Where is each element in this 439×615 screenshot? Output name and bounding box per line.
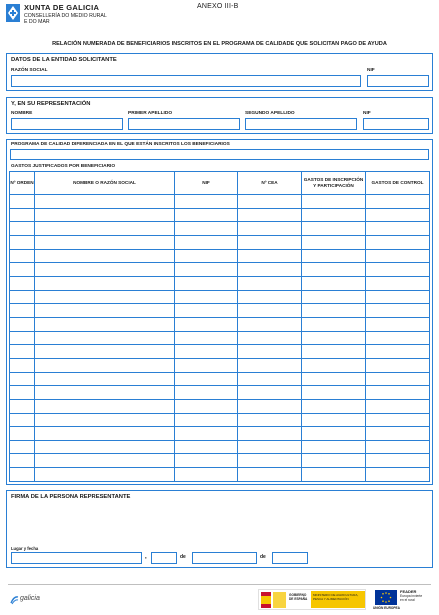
cell-registration-costs[interactable] <box>302 386 366 400</box>
cell-cea[interactable] <box>238 468 302 482</box>
cell-registration-costs[interactable] <box>302 372 366 386</box>
cell-cea[interactable] <box>238 413 302 427</box>
column-header-control-costs: GASTOS DE CONTROL <box>366 172 430 195</box>
feader-name: FEADER <box>400 589 417 594</box>
cell-nif[interactable] <box>175 235 238 249</box>
table-row <box>10 195 430 209</box>
cell-registration-costs[interactable] <box>302 399 366 413</box>
table-row <box>10 208 430 222</box>
program-label: PROGRAMA DE CALIDAD DIFERENCIADA EN EL QUE ESTÁN INSCRITOS LOS BENEFICIARIOS <box>11 142 230 147</box>
cell-order[interactable] <box>10 317 35 331</box>
ministry-line-2: MINISTERIO DE AGRICULTURA, PESCA Y ALIMENTACIÓN <box>313 593 359 601</box>
org-name: XUNTA DE GALICIA <box>24 3 100 12</box>
cell-control-costs[interactable] <box>366 345 430 359</box>
cell-cea[interactable] <box>238 263 302 277</box>
cell-registration-costs[interactable] <box>302 235 366 249</box>
department-line-2: E DO MAR <box>24 19 50 25</box>
beneficiaries-table <box>9 171 430 482</box>
cell-name[interactable] <box>35 399 175 413</box>
column-header-registration-costs: GASTOS DE INSCRIPCIÓN Y PARTICIPACIÓN <box>302 172 366 195</box>
cell-registration-costs[interactable] <box>302 331 366 345</box>
cell-cea[interactable] <box>238 331 302 345</box>
cell-name[interactable] <box>35 222 175 236</box>
business-name-field[interactable] <box>11 75 361 87</box>
cell-cea[interactable] <box>238 276 302 290</box>
table-row <box>10 249 430 263</box>
cell-order[interactable] <box>10 372 35 386</box>
cell-nif[interactable] <box>175 427 238 441</box>
ministry-line-1: GOBIERNO DE ESPAÑA <box>289 593 308 602</box>
galicia-logo-text: galicia <box>20 595 40 602</box>
cell-cea[interactable] <box>238 358 302 372</box>
cell-name[interactable] <box>35 290 175 304</box>
cell-name[interactable] <box>35 263 175 277</box>
date-separator-comma: , <box>145 554 147 560</box>
cell-registration-costs[interactable] <box>302 413 366 427</box>
cell-cea[interactable] <box>238 195 302 209</box>
table-row <box>10 399 430 413</box>
cell-nif[interactable] <box>175 276 238 290</box>
table-row <box>10 468 430 482</box>
cell-order[interactable] <box>10 427 35 441</box>
table-header-row <box>10 172 430 195</box>
table-row <box>10 276 430 290</box>
signature-section <box>6 490 433 568</box>
cell-order[interactable] <box>10 290 35 304</box>
cell-order[interactable] <box>10 413 35 427</box>
cell-control-costs[interactable] <box>366 440 430 454</box>
representative-nif-field[interactable] <box>363 118 429 130</box>
cell-nif[interactable] <box>175 454 238 468</box>
spain-coat-of-arms-icon <box>273 592 286 608</box>
cell-control-costs[interactable] <box>366 276 430 290</box>
feader-line-2: en el rural <box>400 598 415 602</box>
cell-nif[interactable] <box>175 440 238 454</box>
cell-control-costs[interactable] <box>366 290 430 304</box>
cell-registration-costs[interactable] <box>302 317 366 331</box>
second-surname-field[interactable] <box>245 118 357 130</box>
cell-control-costs[interactable] <box>366 399 430 413</box>
cell-registration-costs[interactable] <box>302 468 366 482</box>
cell-order[interactable] <box>10 235 35 249</box>
cell-control-costs[interactable] <box>366 427 430 441</box>
table-row <box>10 331 430 345</box>
cell-nif[interactable] <box>175 317 238 331</box>
galicia-footer-logo <box>10 594 55 606</box>
cell-registration-costs[interactable] <box>302 345 366 359</box>
eu-flag-icon <box>375 590 397 605</box>
entity-section <box>6 53 433 91</box>
cell-order[interactable] <box>10 276 35 290</box>
spain-ministry-logo <box>258 589 366 610</box>
cell-cea[interactable] <box>238 399 302 413</box>
cell-registration-costs[interactable] <box>302 263 366 277</box>
xunta-logo-icon <box>6 4 20 22</box>
cell-order[interactable] <box>10 331 35 345</box>
cell-control-costs[interactable] <box>366 235 430 249</box>
cell-control-costs[interactable] <box>366 358 430 372</box>
cell-name[interactable] <box>35 195 175 209</box>
feader-line-1: Europa invierte <box>400 594 423 598</box>
cell-control-costs[interactable] <box>366 195 430 209</box>
entity-nif-field[interactable] <box>367 75 429 87</box>
cell-registration-costs[interactable] <box>302 249 366 263</box>
cell-name[interactable] <box>35 372 175 386</box>
cell-name[interactable] <box>35 208 175 222</box>
cell-nif[interactable] <box>175 468 238 482</box>
place-date-label: Lugar y fecha <box>11 546 39 551</box>
cell-order[interactable] <box>10 345 35 359</box>
entity-nif-label: NIF <box>367 68 375 73</box>
cell-order[interactable] <box>10 358 35 372</box>
cell-name[interactable] <box>35 331 175 345</box>
eu-feader-logo <box>373 589 431 611</box>
cell-cea[interactable] <box>238 208 302 222</box>
cell-nif[interactable] <box>175 372 238 386</box>
cell-name[interactable] <box>35 235 175 249</box>
cell-nif[interactable] <box>175 195 238 209</box>
cell-order[interactable] <box>10 468 35 482</box>
cell-name[interactable] <box>35 413 175 427</box>
cell-nif[interactable] <box>175 358 238 372</box>
cell-cea[interactable] <box>238 427 302 441</box>
cell-registration-costs[interactable] <box>302 276 366 290</box>
cell-nif[interactable] <box>175 399 238 413</box>
annex-label: ANEXO III-B <box>197 3 239 10</box>
cell-nif[interactable] <box>175 222 238 236</box>
cell-cea[interactable] <box>238 249 302 263</box>
year-field[interactable] <box>272 552 308 564</box>
table-row <box>10 263 430 277</box>
cell-control-costs[interactable] <box>366 317 430 331</box>
cell-nif[interactable] <box>175 263 238 277</box>
cell-order[interactable] <box>10 263 35 277</box>
column-header-order: Nº ORDEN <box>10 172 35 195</box>
cell-control-costs[interactable] <box>366 263 430 277</box>
first-name-field[interactable] <box>11 118 123 130</box>
entity-section-title: DATOS DE LA ENTIDAD SOLICITANTE <box>11 57 117 63</box>
cell-name[interactable] <box>35 249 175 263</box>
department-line-1: CONSELLERÍA DO MEDIO RURAL <box>24 13 107 19</box>
column-header-cea: Nº CEA <box>238 172 302 195</box>
document-title: RELACIÓN NUMERADA DE BENEFICIARIOS INSCRITOS EN EL PROGRAMA DE CALIDADE QUE SOLICITAN PAGO DE AYUDA <box>52 41 387 47</box>
cell-control-costs[interactable] <box>366 304 430 318</box>
cell-name[interactable] <box>35 358 175 372</box>
cell-nif[interactable] <box>175 413 238 427</box>
representative-section <box>6 97 433 134</box>
table-row <box>10 386 430 400</box>
representative-nif-label: NIF <box>363 111 371 116</box>
cell-order[interactable] <box>10 386 35 400</box>
column-header-name: NOMBRE O RAZÓN SOCIAL <box>35 172 175 195</box>
table-row <box>10 413 430 427</box>
cell-control-costs[interactable] <box>366 249 430 263</box>
table-row <box>10 304 430 318</box>
cell-control-costs[interactable] <box>366 372 430 386</box>
cell-registration-costs[interactable] <box>302 290 366 304</box>
table-row <box>10 427 430 441</box>
cell-cea[interactable] <box>238 440 302 454</box>
business-name-label: RAZÓN SOCIAL <box>11 68 48 73</box>
cell-cea[interactable] <box>238 386 302 400</box>
cell-registration-costs[interactable] <box>302 195 366 209</box>
day-field[interactable] <box>151 552 177 564</box>
cell-cea[interactable] <box>238 235 302 249</box>
table-row <box>10 345 430 359</box>
cell-registration-costs[interactable] <box>302 454 366 468</box>
cell-name[interactable] <box>35 317 175 331</box>
date-separator-de-1: de <box>180 554 186 560</box>
cell-registration-costs[interactable] <box>302 427 366 441</box>
cell-control-costs[interactable] <box>366 331 430 345</box>
cell-registration-costs[interactable] <box>302 358 366 372</box>
cell-name[interactable] <box>35 440 175 454</box>
cell-name[interactable] <box>35 276 175 290</box>
signature-section-title: FIRMA DE LA PERSONA REPRESENTANTE <box>11 494 131 500</box>
table-row <box>10 358 430 372</box>
month-field[interactable] <box>192 552 257 564</box>
cell-cea[interactable] <box>238 372 302 386</box>
galicia-logo-icon <box>10 595 19 605</box>
second-surname-label: SEGUNDO APELLIDO <box>245 111 295 116</box>
cell-control-costs[interactable] <box>366 222 430 236</box>
cell-nif[interactable] <box>175 386 238 400</box>
cell-cea[interactable] <box>238 290 302 304</box>
table-row <box>10 290 430 304</box>
footer-divider <box>8 584 431 585</box>
table-row <box>10 454 430 468</box>
cell-control-costs[interactable] <box>366 413 430 427</box>
table-row <box>10 440 430 454</box>
place-field[interactable] <box>11 552 142 564</box>
eu-label: UNIÓN EUROPEA <box>373 606 400 610</box>
cell-name[interactable] <box>35 427 175 441</box>
cell-order[interactable] <box>10 195 35 209</box>
cell-order[interactable] <box>10 440 35 454</box>
cell-cea[interactable] <box>238 454 302 468</box>
cell-name[interactable] <box>35 345 175 359</box>
cell-cea[interactable] <box>238 317 302 331</box>
cell-nif[interactable] <box>175 290 238 304</box>
date-separator-de-2: de <box>260 554 266 560</box>
cell-registration-costs[interactable] <box>302 208 366 222</box>
table-row <box>10 222 430 236</box>
cell-nif[interactable] <box>175 208 238 222</box>
first-surname-label: PRIMER APELLIDO <box>128 111 173 116</box>
first-name-label: NOMBRE <box>11 111 33 116</box>
cell-control-costs[interactable] <box>366 454 430 468</box>
cell-nif[interactable] <box>175 304 238 318</box>
cell-cea[interactable] <box>238 222 302 236</box>
cell-name[interactable] <box>35 454 175 468</box>
column-header-nif: NIF <box>175 172 238 195</box>
cell-nif[interactable] <box>175 345 238 359</box>
ministry-band <box>311 591 365 608</box>
cell-order[interactable] <box>10 208 35 222</box>
cell-cea[interactable] <box>238 345 302 359</box>
cell-registration-costs[interactable] <box>302 222 366 236</box>
cell-cea[interactable] <box>238 304 302 318</box>
cell-nif[interactable] <box>175 249 238 263</box>
program-field[interactable] <box>10 149 429 160</box>
table-row <box>10 317 430 331</box>
table-row <box>10 372 430 386</box>
cell-order[interactable] <box>10 249 35 263</box>
cell-order[interactable] <box>10 399 35 413</box>
cell-control-costs[interactable] <box>366 386 430 400</box>
cell-control-costs[interactable] <box>366 208 430 222</box>
first-surname-field[interactable] <box>128 118 240 130</box>
cell-order[interactable] <box>10 304 35 318</box>
representative-section-title: Y, EN SU REPRESENTACIÓN <box>11 101 91 107</box>
spain-flag-icon <box>261 592 271 608</box>
table-row <box>10 235 430 249</box>
cell-registration-costs[interactable] <box>302 304 366 318</box>
expenses-label: GASTOS JUSTIFICADOS POR BENEFICIARIO <box>11 164 116 169</box>
cell-name[interactable] <box>35 386 175 400</box>
cell-name[interactable] <box>35 468 175 482</box>
cell-control-costs[interactable] <box>366 468 430 482</box>
cell-name[interactable] <box>35 304 175 318</box>
cell-order[interactable] <box>10 454 35 468</box>
cell-order[interactable] <box>10 222 35 236</box>
cell-nif[interactable] <box>175 331 238 345</box>
cell-registration-costs[interactable] <box>302 440 366 454</box>
